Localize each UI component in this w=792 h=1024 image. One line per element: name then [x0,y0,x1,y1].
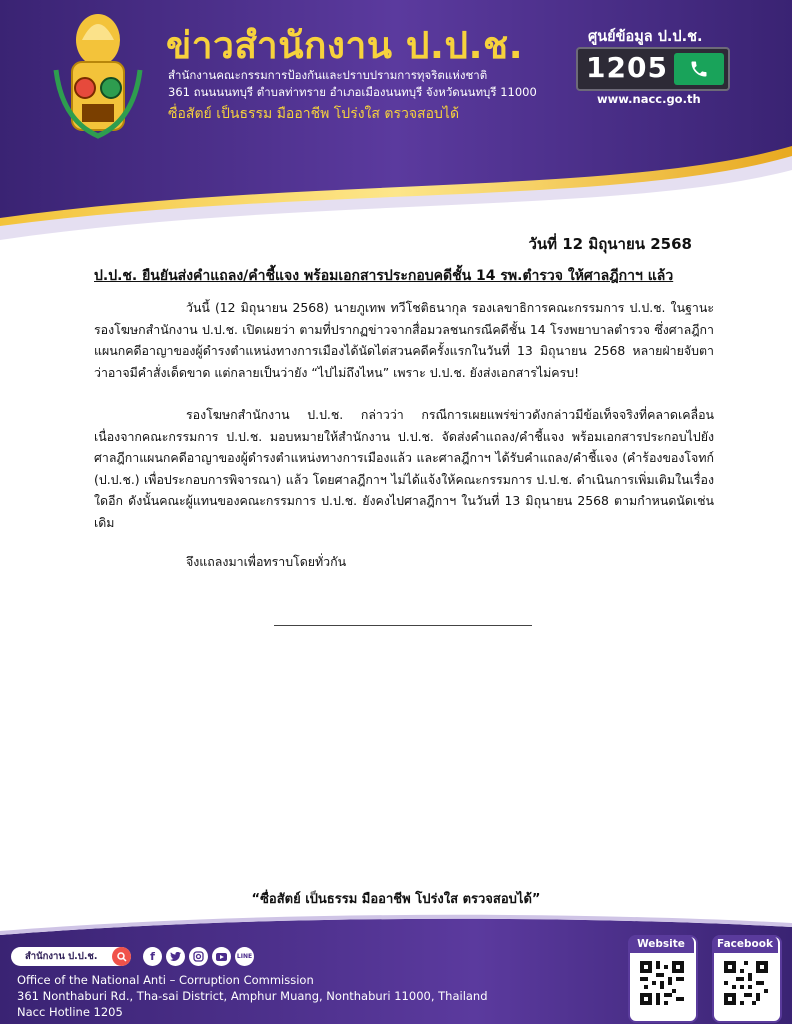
line-icon[interactable]: LINE [235,947,254,966]
paragraph-1: วันนี้ (12 มิถุนายน 2568) นายภูเทพ ทวีโชติธนากุล รองเลขาธิการคณะกรรมการ ป.ป.ช. ในฐานะรองโฆษกสำนักงาน ป.ป.ช. เปิดเผยว่า ตามที่ปรากฏข่าวจากสื่อมวลชนกรณีคดีชั้น 14 โรงพยาบาลตำรวจ ซึ่งศาลฎีกาแผนกคดีอาญาของผู้ดำรงตำแหน่งทางการเมืองได้นัดไต่สวนคดีครั้งแรกในวันที่ 13 มิถุนายน 2568 หลายฝ่ายจับตาว่าอาจมีคำสั่งเด็ดขาด แต่กลายเป็นว่ายัง “ไปไม่ถึงไหน” เพราะ ป.ป.ช. ยังส่งเอกสารไม่ครบ! [94,300,714,380]
phone-icon [674,53,724,85]
hotline-box [576,47,730,91]
footer-hotline-en: Nacc Hotline 1205 [17,1005,123,1019]
footer-address-en: 361 Nonthaburi Rd., Tha-sai District, Amphur Muang, Nonthaburi 11000, Thailand [17,989,488,1003]
website-qr-card[interactable] [628,935,698,1023]
org-fullname: สำนักงานคณะกรรมการป้องกันและปราบปรามการทุจริตแห่งชาติ [168,68,488,82]
org-address: 361 ถนนนนทบุรี ตำบลท่าทราย อำเภอเมืองนนทบุรี จังหวัดนนทบุรี 11000 [168,85,537,99]
search-icon[interactable] [112,947,131,966]
website-url[interactable]: www.nacc.go.th [597,92,701,106]
website-qr-label: Website [628,935,694,953]
hotline-number: 1205 [586,51,668,84]
paragraph-3: จึงแถลงมาเพื่อทราบโดยทั่วกัน [186,554,347,569]
paragraph-2: รองโฆษกสำนักงาน ป.ป.ช. กล่าวว่า กรณีการเผยแพร่ข่าวดังกล่าวมีข้อเท็จจริงที่คลาดเคลื่อน เนื่องจากคณะกรรมการ ป.ป.ช. มอบหมายให้สำนักงาน ป.ป.ช. จัดส่งคำแถลง/คำชี้แจง พร้อมเอกสารประกอบไปยังศาลฎีกาแผนกคดีอาญาของผู้ดำรงตำแหน่งทางการเมืองแล้ว และศาลฎีกาฯ ได้รับคำแถลง/คำชี้แจง (คำร้องของโจทก์ (ป.ป.ช.) เพื่อประกอบการพิจารณา) แล้ว โดยศาลฎีกาฯ ไม่ได้แจ้งให้คณะกรรมการ ป.ป.ช. ดำเนินการเพิ่มเติมในเรื่องใดอีก ดังนั้นคณะผู้แทนของคณะกรรมการ ป.ป.ช. ยังคงไปศาลฎีกาฯ ในวันที่ 13 มิถุนายน 2568 ตามกำหนดนัดเช่นเดิม [94,407,714,530]
facebook-qr-code [724,961,768,1005]
facebook-icon[interactable]: f [143,947,162,966]
website-qr-code [640,961,684,1005]
press-headline: ป.ป.ช. ยืนยันส่งคำแถลง/คำชี้แจง พร้อมเอกสารประกอบคดีชั้น 14 รพ.ตำรวจ ให้ศาลฎีกาฯ แล้ว [94,268,674,284]
document-date: วันที่ 12 มิถุนายน 2568 [528,235,692,253]
footer-search-box[interactable] [11,947,131,966]
letterhead-header [0,0,792,250]
footer-org-name-en: Office of the National Anti – Corruption Commission [17,973,314,987]
section-divider [274,625,532,626]
nacc-emblem-logo [52,10,144,142]
instagram-icon[interactable] [189,947,208,966]
twitter-icon[interactable] [166,947,185,966]
footer-search-label: สำนักงาน ป.ป.ช. [25,951,98,962]
footer-motto: “ซื่อสัตย์ เป็นธรรม มืออาชีพ โปร่งใส ตรวจสอบได้” [251,892,541,907]
facebook-qr-label: Facebook [712,935,778,953]
info-center-label: ศูนย์ข้อมูล ป.ป.ช. [588,29,703,45]
org-title: ข่าวสำนักงาน ป.ป.ช. [166,24,524,67]
youtube-icon[interactable] [212,947,231,966]
org-motto: ซื่อสัตย์ เป็นธรรม มืออาชีพ โปร่งใส ตรวจสอบได้ [168,106,460,122]
letterhead-footer [0,905,792,1024]
facebook-qr-card[interactable] [712,935,782,1023]
